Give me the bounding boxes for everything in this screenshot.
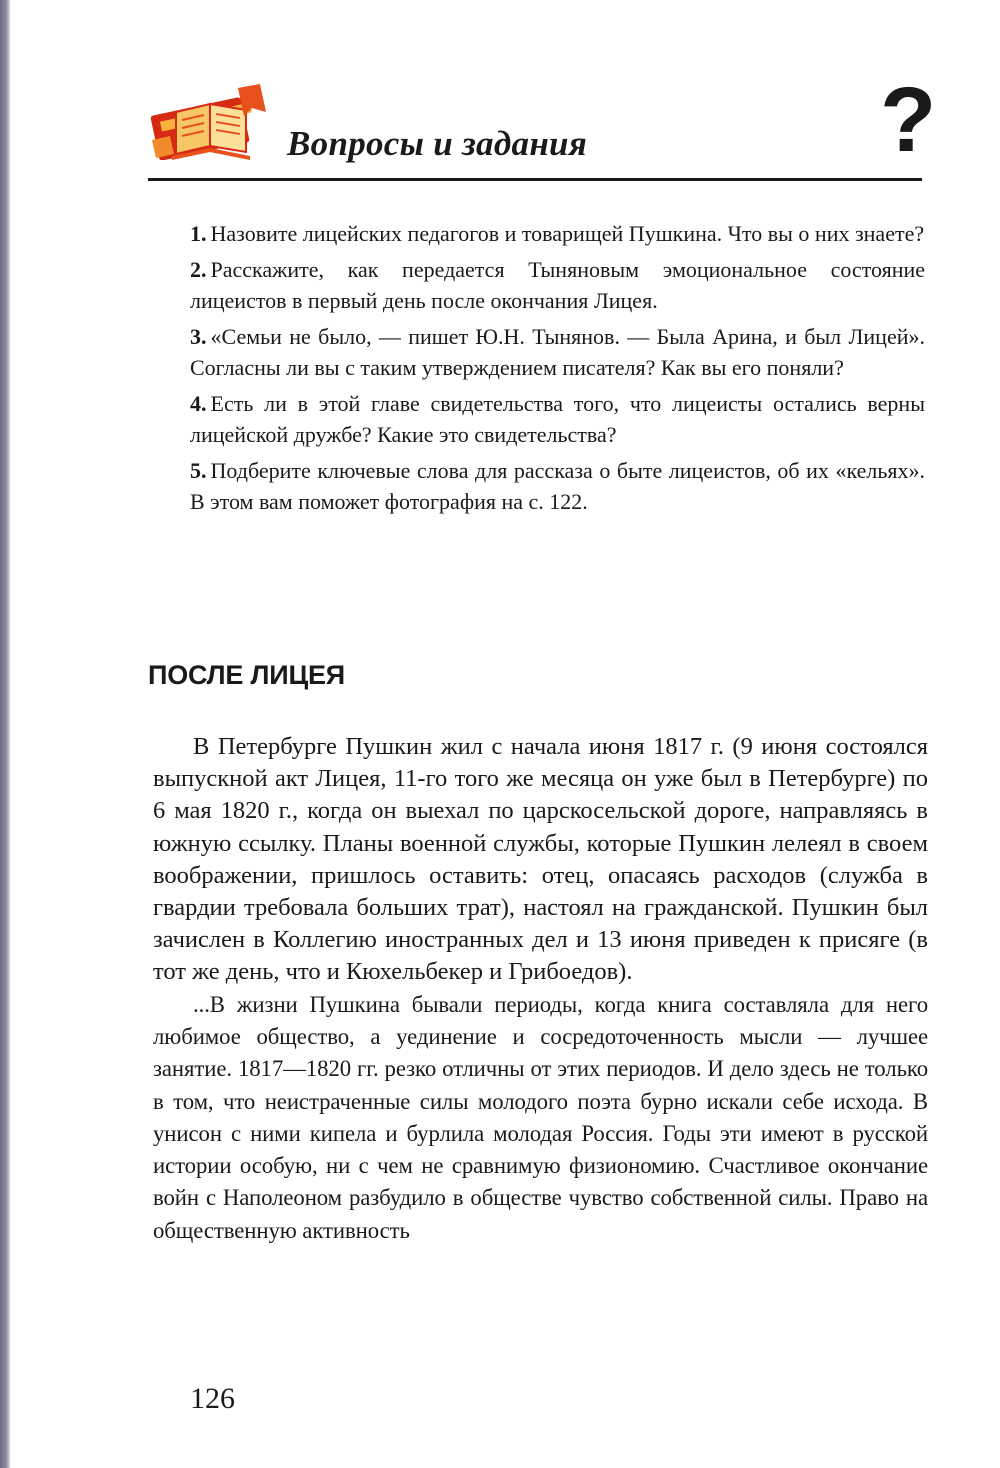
question-number: 2. (190, 256, 207, 282)
question-item (190, 218, 925, 250)
question-number: 1. (190, 221, 207, 246)
question-number: 5. (190, 457, 207, 483)
questions-list (190, 218, 925, 522)
question-item (190, 321, 925, 384)
article-paragraph: В Петербурге Пушкин жил с начала июня 1817 г. (9 июня состоялся выпускной акт Лицея, 11-го того же месяца он уже был в Петербурге) по 6 мая 1820 г., когда он выехал по царскосельской дороге, направляясь в южную ссылку. Планы военной службы, которые Пушкин лелеял в своем воображении, пришлось оставить: отец, опасаясь расходов (служба в гвардии требовала больших трат), настоял на гражданской. Пушкин был зачислен в Коллегию иностранных дел и 13 июня приведен к присяге (в тот же день, что и Кюхельбекер и Грибоедов). (153, 733, 928, 986)
question-number: 4. (190, 390, 207, 416)
open-book-icon (148, 82, 274, 160)
question-item (190, 254, 925, 317)
question-text: Подберите ключевые слова для рассказа о быте лицеистов, об их «кельях». В этом вам поможет фотография на с. 122. (190, 457, 925, 514)
question-text: «Семьи не было, — пишет Ю.Н. Тынянов. — Была Арина, и был Лицей». Согласны ли вы с таким утверждением писателя? Как вы его поняли? (190, 323, 925, 380)
question-item (190, 455, 925, 518)
question-text: Расскажите, как передается Тыняновым эмоциональное состояние лицеистов в первый день после окончания Лицея. (190, 256, 925, 313)
question-item (190, 388, 925, 451)
article-paragraph: ...В жизни Пушкина бывали периоды, когда книга составляла для него любимое общество, а уединение и сосредоточенность мысли — лучшее занятие. 1817—1820 гг. резко отличны от этих периодов. И дело здесь не только в том, что неистраченные силы молодого поэта бурно искали себе исхода. В унисон с ними кипела и бурлила молодая Россия. Годы эти имеют в русской истории особую, ни с чем не сравнимую физиономию. Счастливое окончание войн с Наполеоном разбудило в обществе чувство собственной силы. Право на общественную активность (153, 991, 928, 1243)
page-number: 126 (190, 1382, 235, 1415)
question-text: Есть ли в этой главе свидетельства того, что лицеисты остались верны лицейской дружбе? Какие это свидетельства? (190, 390, 925, 447)
question-text: Назовите лицейских педагогов и товарищей Пушкина. Что вы о них знаете? (210, 221, 925, 246)
section-heading: Вопросы и задания (287, 124, 588, 163)
header-divider (148, 178, 922, 181)
article-title: ПОСЛЕ ЛИЦЕЯ (148, 660, 345, 690)
article-body (153, 731, 928, 1247)
question-mark-icon: ? (880, 69, 937, 171)
question-number: 3. (190, 323, 207, 349)
